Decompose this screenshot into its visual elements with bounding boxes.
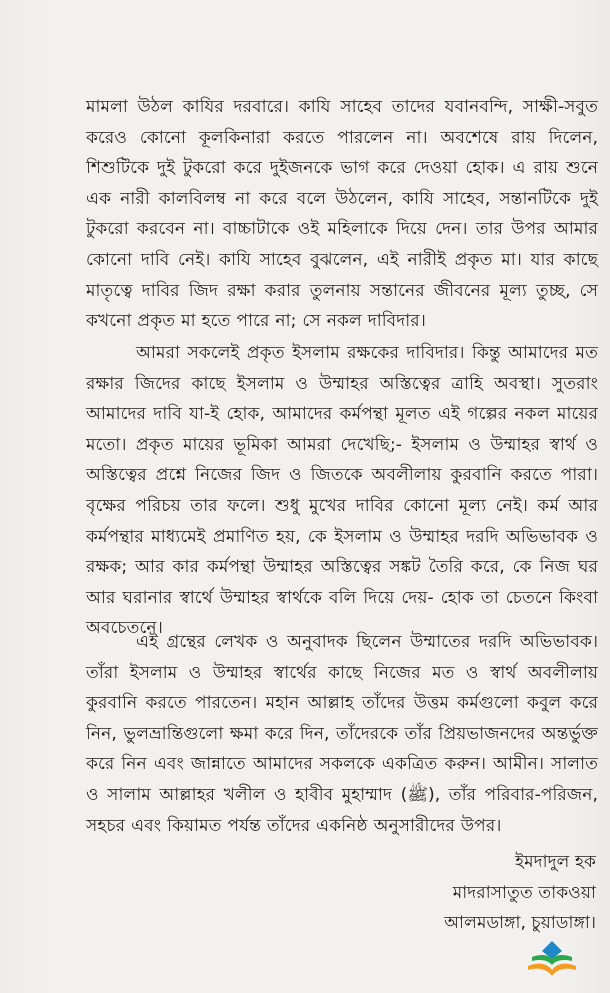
paragraph-3-text: এই গ্রন্থের লেখক ও অনুবাদক ছিলেন উম্মাতের দরদি অভিভাবক। তাঁরা ইসলাম ও উম্মাহর স্বার্থের কাছে নিজের মত ও স্বার্থ অবলীলায় কুরবানি করতে পারতেন। মহান আল্লাহ তাঁদের উত্তম কর্মগুলো কবুল করে নিন, ভুলভ্রান্তিগুলো ক্ষমা করে দিন, তাঁদেরকে তাঁর প্রিয়ভাজনদের অন্তর্ভুক্ত করে নিন এবং জান্নাতে আমাদের সকলকে একত্রিত করুন। আমীন। সালাত ও সালাম আল্লাহর খলীল ও হাবীব মুহাম্মাদ (ﷺ), তাঁর পরিবার-পরিজন, সহচর এবং কিয়ামত পর্যন্ত তাঁদের একনিষ্ঠ অনুসারীদের উপর। xyxy=(86,632,598,836)
signature-block xyxy=(444,847,596,939)
signature-name: ইমদাদুল হক xyxy=(515,852,596,872)
signature-location: আলমডাঙ্গা, চুয়াডাঙ্গা। xyxy=(444,913,596,933)
paragraph-2-text: আমরা সকলেই প্রকৃত ইসলাম রক্ষকের দাবিদার। কিন্তু আমাদের মত রক্ষার জিদের কাছে ইসলাম ও উম্মাহর অস্তিত্বের ত্রাহি অবস্থা। সুতরাং আমাদের দাবি যা-ই হোক, আমাদের কর্মপন্থা মূলত এই গল্পের নকল মায়ের মতো। প্রকৃত মায়ের ভূমিকা আমরা দেখেছি;- ইসলাম ও উম্মাহর স্বার্থ ও অস্তিত্বের প্রশ্নে নিজের জিদ ও জিতকে অবলীলায় কুরবানি করতে পারা। বৃক্ষের পরিচয় তার ফলে। শুধু মুখের দাবির কোনো মূল্য নেই। কর্ম আর কর্মপন্থার মাধ্যমেই প্রমাণিত হয়, কে ইসলাম ও উম্মাহর দরদি অভিভাবক ও রক্ষক; আর কার কর্মপন্থা উম্মাহর অস্তিত্বের সঙ্কট তৈরি করে, কে নিজ ঘর আর ঘরানার স্বার্থে উম্মাহর স্বার্থকে বলি দিয়ে দেয়- হোক তা চেতনে কিংবা অবচেতনে। xyxy=(86,343,598,639)
paragraph-2 xyxy=(86,338,598,644)
paragraph-3 xyxy=(86,627,598,841)
signature-institution: মাদরাসাতুত তাকওয়া xyxy=(452,882,596,903)
paragraph-1 xyxy=(86,92,598,337)
publisher-logo-icon xyxy=(522,939,582,979)
paragraph-1-text: মামলা উঠল কাযির দরবারে। কাযি সাহেব তাদের যবানবন্দি, সাক্ষী-সবুত করেও কোনো কূলকিনারা করতে পারলেন না। অবশেষে রায় দিলেন, শিশুটিকে দুই টুকরো করে দুইজনকে ভাগ করে দেওয়া হোক। এ রায় শুনে এক নারী কালবিলম্ব না করে বলে উঠলেন, কাযি সাহেব, সন্তানটিকে দুই টুকরো করবেন না। বাচ্চাটাকে ওই মহিলাকে দিয়ে দেন। তার উপর আমার কোনো দাবি নেই। কাযি সাহেব বুঝলেন, এই নারীই প্রকৃত মা। যার কাছে মাতৃত্বে দাবির জিদ রক্ষা করার তুলনায় সন্তানের জীবনের মূল্য তুচ্ছ, সে কখনো প্রকৃত মা হতে পারে না; সে নকল দাবিদার। xyxy=(86,97,598,332)
